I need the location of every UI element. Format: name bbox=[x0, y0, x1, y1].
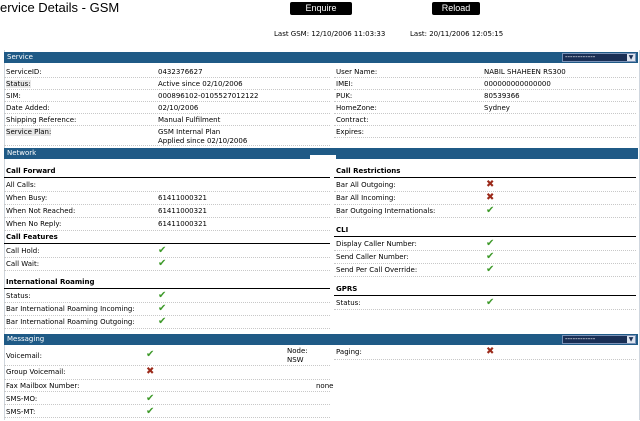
section-divider bbox=[334, 177, 636, 178]
call-forward-row bbox=[4, 179, 330, 192]
service-field-row bbox=[334, 102, 636, 114]
check-icon: ✔ bbox=[486, 264, 495, 275]
service-field-row bbox=[4, 66, 330, 78]
section-divider bbox=[334, 236, 636, 237]
setting-value: 61411000321 bbox=[158, 220, 207, 228]
check-icon: ✔ bbox=[158, 316, 167, 327]
network-section-title: Network bbox=[7, 149, 37, 157]
setting-label: Bar Outgoing Internationals: bbox=[336, 207, 436, 215]
last-gsm-info bbox=[274, 30, 385, 38]
setting-label: Bar All Outgoing: bbox=[336, 181, 396, 189]
last-value: 20/11/2006 12:05:15 bbox=[429, 30, 504, 38]
section-divider bbox=[4, 243, 330, 244]
service-section-header bbox=[4, 52, 638, 63]
messaging-view-select-value: ------------ bbox=[565, 335, 596, 343]
check-icon: ✔ bbox=[486, 238, 495, 249]
service-field-value: 02/10/2006 bbox=[158, 104, 199, 112]
service-field-label: PUK: bbox=[336, 92, 353, 100]
service-field-value: Sydney bbox=[484, 104, 510, 112]
check-icon: ✔ bbox=[146, 349, 155, 360]
cli-row bbox=[334, 238, 636, 251]
messaging-section-title: Messaging bbox=[7, 335, 45, 343]
gprs-row bbox=[334, 297, 636, 310]
paging-label: Paging: bbox=[336, 348, 362, 356]
check-icon: ✔ bbox=[146, 393, 155, 404]
gprs-title: GPRS bbox=[336, 285, 358, 293]
check-icon: ✔ bbox=[486, 297, 495, 308]
group-voicemail-row bbox=[4, 366, 330, 380]
node-label: Node: bbox=[287, 347, 308, 355]
international-roaming-row bbox=[4, 316, 330, 329]
cross-icon: ✖ bbox=[146, 366, 155, 377]
service-field-label: HomeZone: bbox=[336, 104, 377, 112]
service-field-row bbox=[334, 78, 636, 90]
service-view-select[interactable] bbox=[562, 53, 636, 62]
messaging-section-header bbox=[4, 334, 638, 345]
sms-mo-label: SMS-MO: bbox=[6, 395, 38, 403]
messaging-view-select[interactable] bbox=[562, 335, 636, 344]
fax-mailbox-label: Fax Mailbox Number: bbox=[6, 382, 80, 390]
chevron-down-icon: ▼ bbox=[628, 336, 634, 343]
service-field-row bbox=[4, 114, 330, 126]
service-field-label: Contract: bbox=[336, 116, 369, 124]
call-restrictions-row bbox=[334, 205, 636, 218]
service-view-select-value: ------------ bbox=[565, 53, 596, 61]
last-gsm-label: Last GSM: bbox=[274, 30, 310, 38]
call-features-row bbox=[4, 258, 330, 271]
international-roaming-row bbox=[4, 290, 330, 303]
setting-label: Display Caller Number: bbox=[336, 240, 417, 248]
reload-button[interactable]: Reload bbox=[432, 2, 480, 15]
service-field-row bbox=[4, 78, 330, 90]
call-forward-row bbox=[4, 192, 330, 205]
check-icon: ✔ bbox=[158, 258, 167, 269]
setting-label: Send Per Call Override: bbox=[336, 266, 418, 274]
check-icon: ✔ bbox=[146, 406, 155, 417]
service-field-value: 000000000000000 bbox=[484, 80, 551, 88]
service-field-row bbox=[4, 102, 330, 114]
cross-icon: ✖ bbox=[486, 192, 495, 203]
service-field-value: Manual Fulfilment bbox=[158, 116, 221, 124]
fax-mailbox-row bbox=[4, 380, 334, 392]
service-field-value: GSM Internal Plan bbox=[158, 128, 221, 136]
call-restrictions-row bbox=[334, 179, 636, 192]
service-field-value: 80539366 bbox=[484, 92, 520, 100]
setting-label: Bar International Roaming Outgoing: bbox=[6, 318, 135, 326]
section-divider bbox=[4, 177, 330, 178]
service-field-value: 0432376627 bbox=[158, 68, 203, 76]
sms-mt-row bbox=[4, 406, 330, 418]
service-field-value: NABIL SHAHEEN RS300 bbox=[484, 68, 566, 76]
call-restrictions-row bbox=[334, 192, 636, 205]
service-section-title: Service bbox=[7, 53, 33, 61]
setting-label: Call Hold: bbox=[6, 247, 40, 255]
service-field-row bbox=[334, 66, 636, 78]
service-field-row bbox=[334, 114, 636, 126]
check-icon: ✔ bbox=[486, 205, 495, 216]
call-features-title: Call Features bbox=[6, 233, 58, 241]
service-field-row bbox=[334, 126, 636, 138]
service-field-value: Active since 02/10/2006 bbox=[158, 80, 243, 88]
node-value: NSW bbox=[287, 356, 304, 364]
international-roaming-row bbox=[4, 303, 330, 316]
service-field-label: SIM: bbox=[6, 92, 21, 100]
check-icon: ✔ bbox=[158, 303, 167, 314]
service-field-value-secondary: Applied since 02/10/2006 bbox=[158, 137, 248, 145]
call-features-row bbox=[4, 245, 330, 258]
setting-label: All Calls: bbox=[6, 181, 36, 189]
service-field-row bbox=[4, 126, 330, 146]
cli-row bbox=[334, 264, 636, 277]
service-field-row bbox=[334, 90, 636, 102]
check-icon: ✔ bbox=[158, 245, 167, 256]
setting-value: 61411000321 bbox=[158, 207, 207, 215]
cli-title: CLI bbox=[336, 226, 349, 234]
service-field-label: Status: bbox=[6, 80, 31, 88]
service-field-label: User Name: bbox=[336, 68, 378, 76]
service-field-value: 000896102-0105527012122 bbox=[158, 92, 259, 100]
service-field-label: Date Added: bbox=[6, 104, 50, 112]
call-restrictions-title: Call Restrictions bbox=[336, 167, 401, 175]
tab-notch bbox=[310, 155, 336, 159]
international-roaming-title: International Roaming bbox=[6, 278, 95, 286]
setting-label: Bar All Incoming: bbox=[336, 194, 396, 202]
page-title: ervice Details - GSM bbox=[0, 0, 120, 15]
last-gsm-value: 12/10/2006 11:03:33 bbox=[311, 30, 386, 38]
group-voicemail-label: Group Voicemail: bbox=[6, 368, 66, 376]
call-forward-row bbox=[4, 205, 330, 218]
setting-label: Status: bbox=[336, 299, 361, 307]
setting-label: Bar International Roaming Incoming: bbox=[6, 305, 135, 313]
service-field-label: IMEI: bbox=[336, 80, 353, 88]
cli-row bbox=[334, 251, 636, 264]
setting-label: When No Reply: bbox=[6, 220, 62, 228]
voicemail-row bbox=[4, 346, 330, 366]
enquire-button[interactable]: Enquire bbox=[290, 2, 352, 15]
call-forward-row bbox=[4, 218, 330, 231]
last-label: Last: bbox=[410, 30, 427, 38]
setting-label: Send Caller Number: bbox=[336, 253, 409, 261]
last-info bbox=[410, 30, 503, 38]
setting-label: When Busy: bbox=[6, 194, 48, 202]
check-icon: ✔ bbox=[158, 290, 167, 301]
voicemail-label: Voicemail: bbox=[6, 352, 42, 360]
setting-label: Status: bbox=[6, 292, 31, 300]
call-forward-title: Call Forward bbox=[6, 167, 56, 175]
service-field-label: Shipping Reference: bbox=[6, 116, 77, 124]
section-divider bbox=[4, 288, 330, 289]
setting-value: 61411000321 bbox=[158, 194, 207, 202]
setting-label: Call Wait: bbox=[6, 260, 40, 268]
network-section-header bbox=[4, 148, 638, 159]
section-divider bbox=[334, 295, 636, 296]
chevron-down-icon: ▼ bbox=[628, 54, 634, 61]
sms-mt-label: SMS-MT: bbox=[6, 408, 36, 416]
service-field-label: Service Plan: bbox=[6, 128, 52, 136]
sms-mo-row bbox=[4, 393, 330, 405]
check-icon: ✔ bbox=[486, 251, 495, 262]
fax-mailbox-value: none bbox=[316, 382, 334, 390]
cross-icon: ✖ bbox=[486, 346, 495, 357]
service-field-label: Expires: bbox=[336, 128, 364, 136]
cross-icon: ✖ bbox=[486, 179, 495, 190]
service-field-label: ServiceID: bbox=[6, 68, 42, 76]
paging-row bbox=[334, 346, 636, 360]
service-field-row bbox=[4, 90, 330, 102]
setting-label: When Not Reached: bbox=[6, 207, 76, 215]
